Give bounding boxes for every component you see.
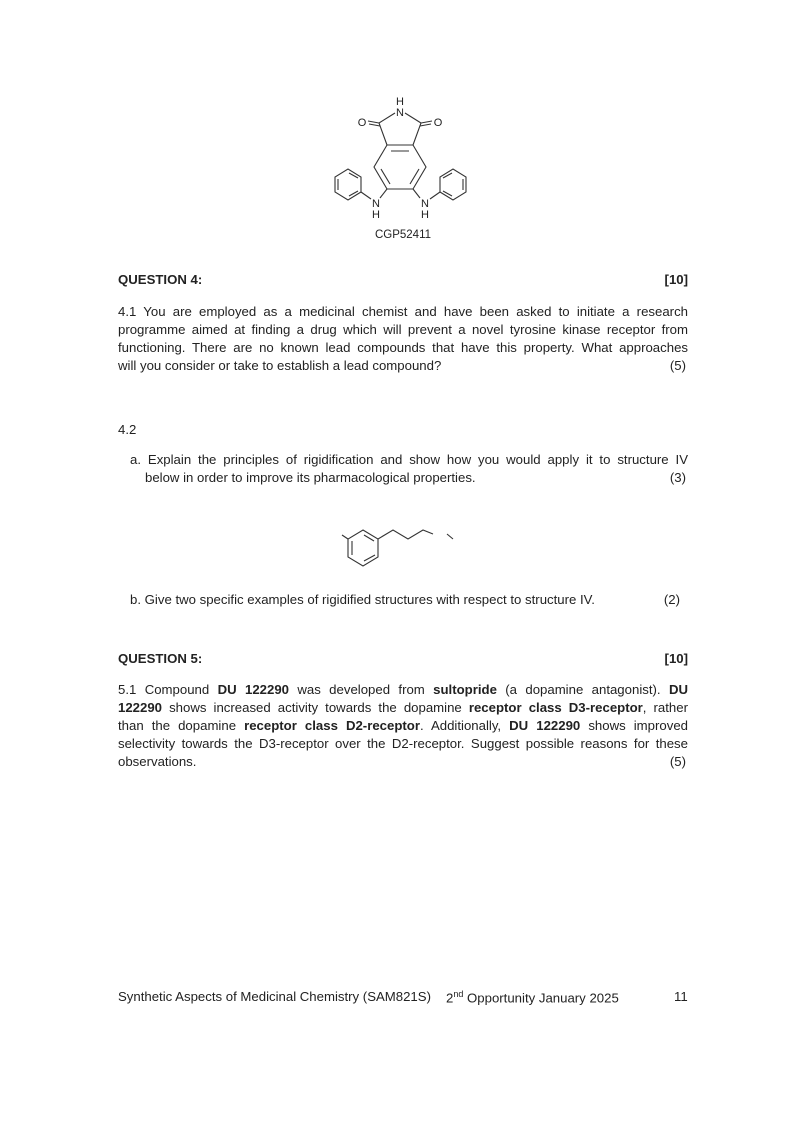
svg-text:O: O — [433, 117, 443, 129]
svg-text:N: N — [396, 107, 404, 119]
footer-opportunity: 2nd Opportunity January 2025 — [446, 989, 619, 1006]
q42b-line: b. Give two specific examples of rigidified structures with respect to structure IV. (2) — [130, 592, 680, 607]
q51-line: than the dopamine receptor class D2-receptor. Additionally, DU 122290 shows improved — [118, 718, 688, 733]
q41-line: will you consider or take to establish a lead compound? (5) — [118, 358, 686, 373]
svg-text:H: H — [396, 96, 404, 108]
svg-text:N: N — [372, 198, 380, 210]
q51-line: 122290 shows increased activity towards the dopamine receptor class D3-receptor, rather — [118, 700, 688, 715]
footer-course: Synthetic Aspects of Medicinal Chemistry (SAM821S) — [118, 989, 431, 1004]
q41-line: 4.1 You are employed as a medicinal chemist and have been asked to initiate a research — [118, 304, 688, 319]
svg-text:N: N — [421, 198, 429, 210]
q51-line: 5.1 Compound DU 122290 was developed from sultopride (a dopamine antagonist). DU — [118, 682, 688, 697]
page-number: 11 — [674, 989, 688, 1004]
q51-line: observations. (5) — [118, 754, 686, 769]
cgp52411-structure — [305, 95, 505, 240]
structure-iv — [325, 505, 505, 585]
q51-line: selectivity towards the D3-receptor over the D2-receptor. Suggest possible reasons for these — [118, 736, 688, 751]
svg-text:O: O — [357, 117, 367, 129]
q41-line: functioning. There are no known lead compounds that have this property. What approaches — [118, 340, 688, 355]
question-5-heading: QUESTION 5: [10] — [118, 651, 688, 666]
svg-text:H: H — [421, 209, 429, 221]
q42a-line: a. Explain the principles of rigidification and show how you would apply it to structure IV — [130, 452, 688, 467]
svg-text:H: H — [372, 209, 380, 221]
q42-label: 4.2 — [118, 422, 137, 437]
compound-label: CGP52411 — [374, 229, 432, 240]
q41-line: programme aimed at finding a drug which will prevent a novel tyrosine kinase receptor from — [118, 322, 688, 337]
q42a-line: below in order to improve its pharmacological properties. (3) — [145, 470, 686, 485]
question-4-heading: QUESTION 4: [10] — [118, 272, 688, 287]
